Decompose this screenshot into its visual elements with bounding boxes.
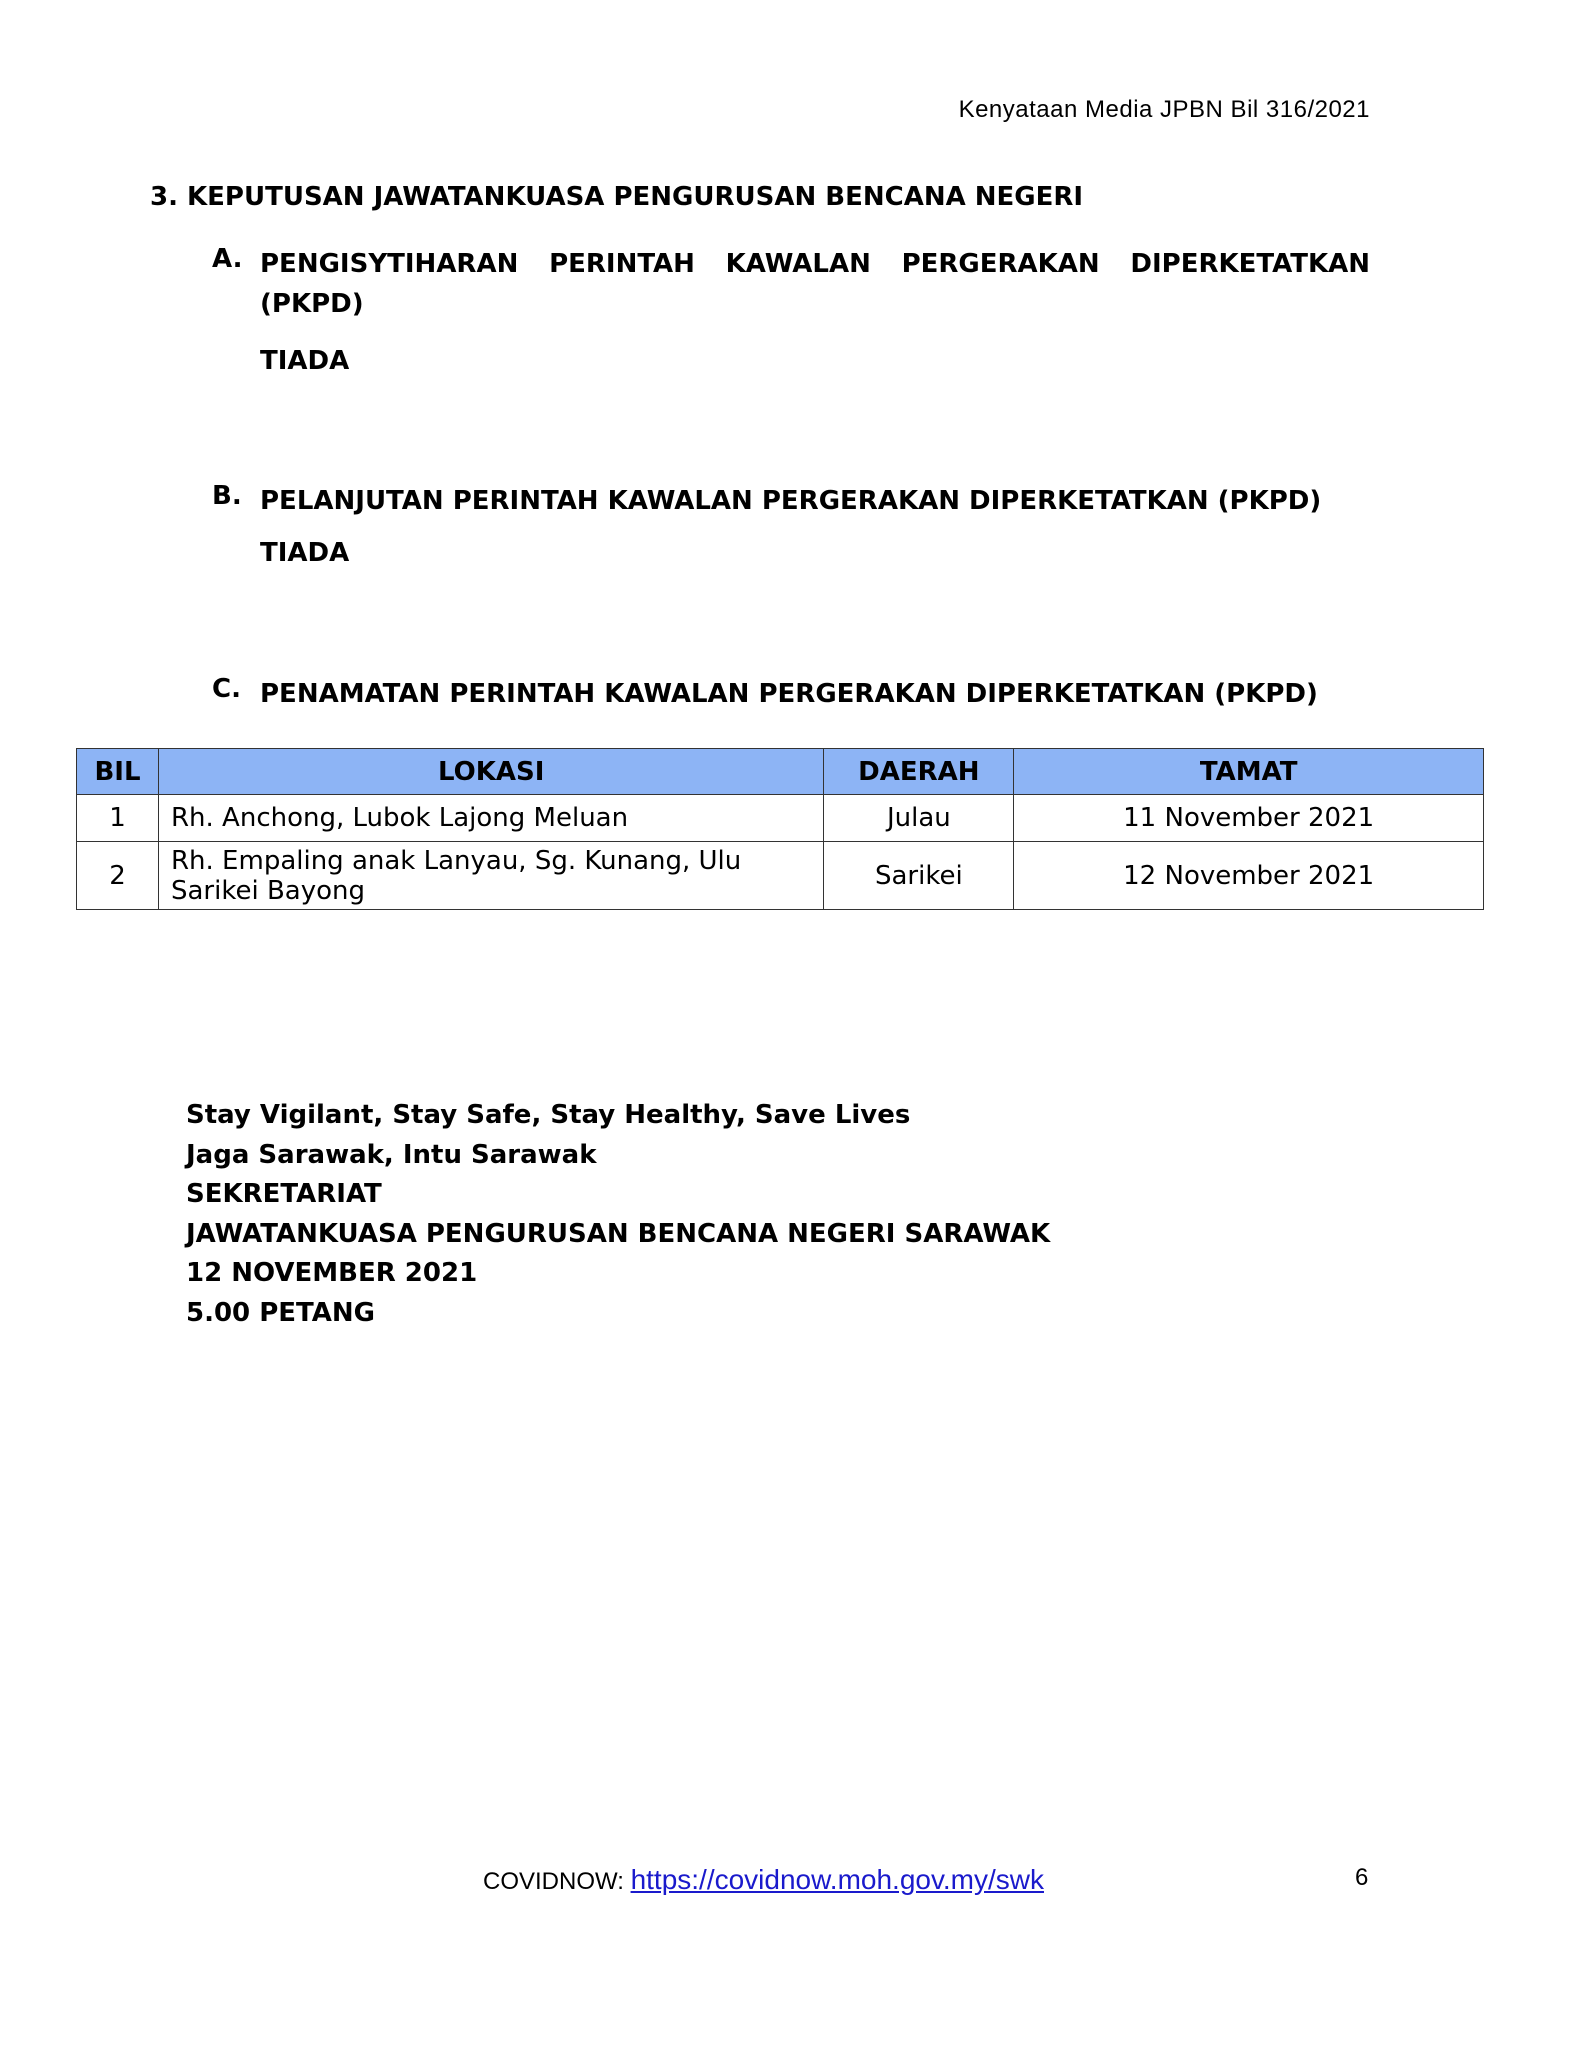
signoff-block <box>186 1096 1050 1333</box>
subsection-a-heading <box>212 244 1370 324</box>
subsection-a-letter: A. <box>212 244 243 274</box>
signoff-slogan: Stay Vigilant, Stay Safe, Stay Healthy, Save Lives <box>186 1100 911 1130</box>
cell-daerah: Julau <box>824 795 1014 842</box>
table-header-row <box>77 749 1484 795</box>
covidnow-reference <box>483 1864 1044 1896</box>
cell-tamat: 12 November 2021 <box>1014 842 1484 910</box>
column-header-lokasi: LOKASI <box>158 749 823 795</box>
subsection-c-heading <box>212 674 1370 714</box>
subsection-b-letter: B. <box>212 481 242 511</box>
section-title: 3. KEPUTUSAN JAWATANKUASA PENGURUSAN BENCANA NEGERI <box>150 182 1084 212</box>
column-header-daerah: DAERAH <box>824 749 1014 795</box>
subsection-c-title: PENAMATAN PERINTAH KAWALAN PERGERAKAN DIPERKETATKAN (PKPD) <box>260 679 1318 709</box>
cell-daerah: Sarikei <box>824 842 1014 910</box>
covidnow-link[interactable]: https://covidnow.moh.gov.my/swk <box>630 1864 1044 1895</box>
signoff-time: 5.00 PETANG <box>186 1297 375 1328</box>
signoff-tagline: Jaga Sarawak, Intu Sarawak <box>186 1139 597 1170</box>
signoff-committee: JAWATANKUASA PENGURUSAN BENCANA NEGERI SARAWAK <box>186 1218 1051 1249</box>
subsection-c-letter: C. <box>212 674 241 704</box>
cell-tamat: 11 November 2021 <box>1014 795 1484 842</box>
subsection-a-status: TIADA <box>260 346 350 376</box>
subsection-b-status: TIADA <box>260 538 350 568</box>
signoff-date: 12 NOVEMBER 2021 <box>186 1258 478 1288</box>
page-number: 6 <box>1355 1864 1369 1891</box>
cell-lokasi-line1: Rh. Anchong, Lubok Lajong Meluan <box>170 803 629 833</box>
cell-lokasi <box>158 795 823 842</box>
subsection-b-title: PELANJUTAN PERINTAH KAWALAN PERGERAKAN DIPERKETATKAN (PKPD) <box>260 486 1322 516</box>
signoff-secretariat: SEKRETARIAT <box>186 1179 382 1209</box>
table-row <box>77 795 1484 842</box>
pkpd-termination-table <box>76 748 1484 910</box>
table-row <box>77 842 1484 910</box>
subsection-a-title-line1: PENGISYTIHARAN PERINTAH KAWALAN PERGERAKAN DIPERKETATKAN <box>260 249 1370 279</box>
cell-bil: 1 <box>77 795 159 842</box>
subsection-a-title-line2: (PKPD) <box>260 289 364 319</box>
subsection-b-heading <box>212 481 1370 521</box>
cell-bil: 2 <box>77 842 159 910</box>
column-header-bil: BIL <box>77 749 159 795</box>
cell-lokasi-line2: Sarikei Bayong <box>170 875 365 906</box>
covidnow-label: COVIDNOW: <box>483 1868 631 1895</box>
cell-lokasi <box>158 842 823 910</box>
cell-lokasi-line1: Rh. Empaling anak Lanyau, Sg. Kunang, Ulu <box>170 845 742 876</box>
column-header-tamat: TAMAT <box>1014 749 1484 795</box>
document-reference: Kenyataan Media JPBN Bil 316/2021 <box>958 96 1370 123</box>
